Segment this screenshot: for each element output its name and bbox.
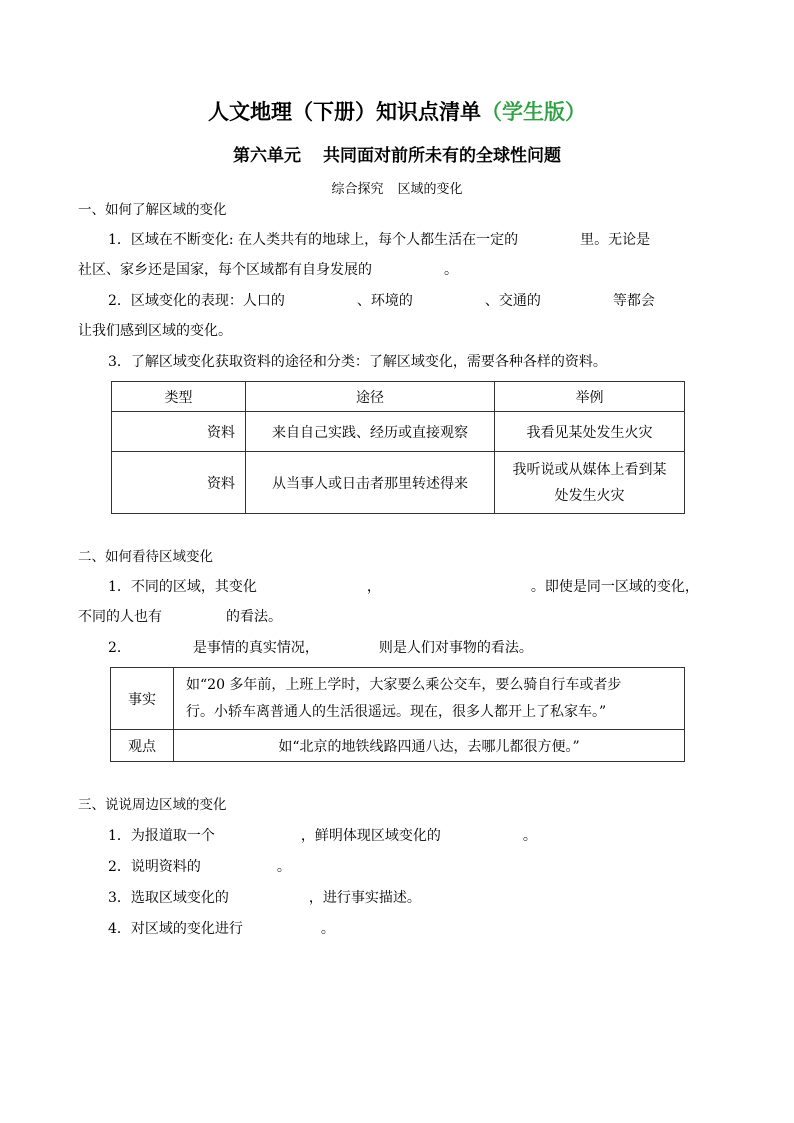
s2-p1-line2: [78, 606, 282, 626]
s2-p2: [108, 637, 533, 657]
topic-label: 综合探究: [331, 182, 384, 197]
table-cell-content: 如“北京的地铁线路四通八达，去哪儿都很方便。”: [174, 730, 685, 762]
s1-p1-text-d: 。: [444, 262, 458, 278]
s1-p1-text-c: 社区、家乡还是国家，每个区域都有自身发展的: [78, 262, 372, 278]
s2-p1-line1: [108, 576, 699, 596]
example-text-line2: 处发生火灾: [554, 487, 625, 504]
s1-p2-text-a: 2．区域变化的表现：人口的: [108, 293, 285, 309]
s2-p1-text-b: ，: [366, 579, 381, 595]
table-header-way: 途径: [246, 382, 495, 412]
s1-p1-line1: [108, 229, 650, 249]
s2-p2-text-b: 是事情的真实情况，: [192, 640, 319, 656]
s3-item-2-text-b: 。: [276, 859, 291, 875]
unit-title: [0, 141, 794, 166]
table-header-example: 举例: [495, 382, 685, 412]
s3-item-1-text-c: 。: [522, 828, 537, 844]
s1-p2-text-d: 等都会: [612, 293, 655, 309]
table-header-row: [112, 382, 685, 412]
table-cell-example: [495, 412, 685, 452]
table-row: [111, 668, 685, 730]
s1-p2-line1: [108, 290, 655, 310]
s3-item-2-text-a: 2．说明资料的: [108, 859, 201, 875]
table-row: [112, 452, 685, 514]
section-1-heading: 一、如何了解区域的变化: [78, 202, 227, 218]
s3-item-2: [108, 856, 291, 876]
s2-p1-text-e: 的看法。: [226, 609, 282, 625]
table-cell-way: 从当事人或日击者那里转述得来: [246, 452, 495, 514]
table-cell-label: 观点: [111, 730, 174, 762]
fact-text-line2: 行。小轿车离普通人的生活很遥远。现在，很多人都开上了私家车。”: [186, 703, 607, 720]
s3-item-4-text-a: 4．对区域的变化进行: [108, 921, 243, 937]
s3-item-1-text-a: 1．为报道取一个: [108, 828, 215, 844]
title-highlight: （学生版）: [481, 100, 586, 124]
table-row: [111, 730, 685, 762]
s1-p2-line2: 让我们感到区域的变化。: [78, 323, 232, 339]
s1-p1-text-b: 里。无论是: [580, 232, 651, 248]
table-cell-type: 资料: [112, 412, 246, 452]
table-cell-type: 资料: [112, 452, 246, 514]
s1-p2-text-b: 、环境的: [356, 293, 413, 309]
s2-p2-text-c: 则是人们对事物的看法。: [378, 640, 533, 656]
table-cell-example: [495, 452, 685, 514]
topic-title: [0, 178, 794, 197]
section-2-heading: 二、如何看待区域变化: [78, 549, 213, 565]
title-main: 人文地理（下册）知识点清单: [208, 100, 481, 124]
s1-p2-text-c: 、交通的: [484, 293, 541, 309]
s3-item-3: [108, 887, 421, 907]
unit-name: 共同面对前所未有的全球性问题: [323, 146, 561, 166]
fact-opinion-table: [110, 667, 685, 762]
fact-text-line1: 如“20 多年前，上班上学时，大家要么乘公交车，要么骑自行车或者步: [186, 676, 622, 693]
table-cell-way: 来自自己实践、经历或直接观察: [246, 412, 495, 452]
document-title: [0, 96, 794, 126]
table-cell-content: [174, 668, 685, 730]
s2-p2-text-a: 2．: [108, 640, 131, 656]
unit-number: 第六单元: [233, 146, 301, 166]
example-text-line1: 我听说或从媒体上看到某: [512, 461, 667, 478]
example-text: 我看见某处发生火灾: [526, 424, 653, 441]
s3-item-1: [108, 825, 537, 845]
s3-item-4: [108, 918, 335, 938]
s2-p1-text-c: 。即使是同一区域的变化，: [530, 579, 699, 595]
data-source-table: [111, 381, 685, 514]
table-row: [112, 412, 685, 452]
s3-item-3-text-a: 3．选取区域变化的: [108, 890, 229, 906]
s1-p1-line2: [78, 259, 458, 279]
s3-item-1-text-b: ，鲜明体现区域变化的: [300, 828, 441, 844]
section-3-heading: 三、说说周边区域的变化: [78, 797, 227, 813]
s2-p1-text-a: 1．不同的区域，其变化: [108, 579, 257, 595]
topic-name: 区域的变化: [397, 182, 463, 197]
s3-item-3-text-b: ，进行事实描述。: [308, 890, 421, 906]
table-cell-label: 事实: [111, 668, 174, 730]
s1-p1-text-a: 1．区域在不断变化: 在人类共有的地球上，每个人都生活在一定的: [108, 232, 519, 248]
s2-p1-text-d: 不同的人也有: [78, 609, 162, 625]
s1-p3: 3．了解区域变化获取资料的途径和分类：了解区域变化，需要各种各样的资料。: [108, 354, 607, 370]
s3-item-4-text-b: 。: [320, 921, 335, 937]
table-header-type: 类型: [112, 382, 246, 412]
